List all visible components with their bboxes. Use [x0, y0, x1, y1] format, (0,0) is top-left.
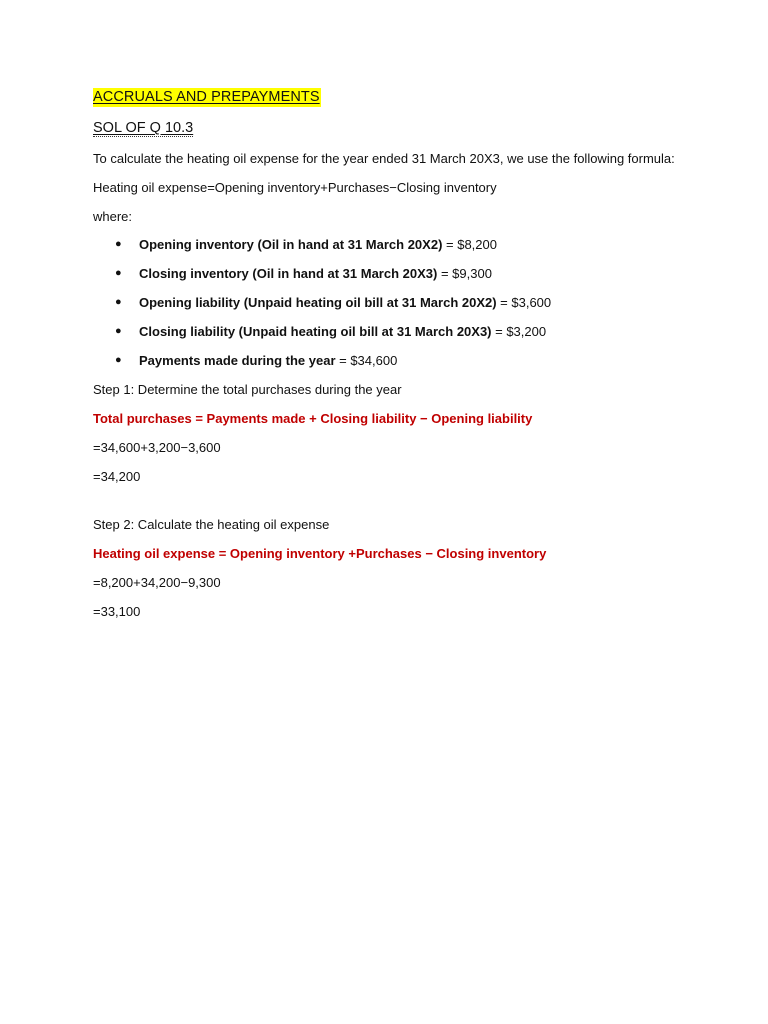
item-label: Opening liability (Unpaid heating oil bill at 31 March 20X2) — [139, 295, 497, 310]
bullet-icon: ● — [115, 325, 122, 337]
step2-title: Step 2: Calculate the heating oil expense — [93, 517, 330, 532]
item-value: = $8,200 — [442, 237, 497, 252]
step1-formula: Total purchases = Payments made + Closing liability − Opening liability — [93, 411, 533, 426]
question-subtitle — [93, 119, 693, 138]
item-value: = $3,600 — [496, 295, 552, 310]
list-item — [93, 235, 693, 254]
item-value: = $3,200 — [491, 324, 547, 339]
where-label: where: — [93, 209, 133, 224]
list-item — [93, 264, 693, 283]
intro-paragraph: To calculate the heating oil expense for the year ended 31 March 20X3, we use the following formula: — [93, 151, 675, 166]
list-item — [93, 293, 693, 312]
step1-result: =34,200 — [93, 469, 141, 484]
bullet-icon: ● — [115, 267, 122, 279]
expense-formula: Heating oil expense=Opening inventory+Purchases−Closing inventory — [93, 180, 497, 195]
spacer — [93, 486, 693, 515]
document-title: ACCRUALS AND PREPAYMENTS — [93, 89, 320, 105]
item-label: Closing liability (Unpaid heating oil bill at 31 March 20X3) — [139, 324, 492, 339]
item-value: = $34,600 — [335, 353, 398, 368]
list-item — [93, 322, 693, 341]
item-value: = $9,300 — [437, 266, 492, 281]
list-item — [93, 351, 693, 370]
step2-result: =33,100 — [93, 604, 141, 619]
given-values-list — [93, 235, 693, 370]
step1-title: Step 1: Determine the total purchases during the year — [93, 382, 402, 397]
step2-calculation: =8,200+34,200−9,300 — [93, 575, 221, 590]
item-label: Closing inventory (Oil in hand at 31 March 20X3) — [139, 266, 438, 281]
bullet-icon: ● — [115, 296, 122, 308]
step2-formula: Heating oil expense = Opening inventory +Purchases − Closing inventory — [93, 546, 547, 561]
item-label: Payments made during the year — [139, 353, 336, 368]
step1-calculation: =34,600+3,200−3,600 — [93, 440, 221, 455]
document-body — [93, 88, 693, 621]
subtitle-text: SOL OF Q 10.3 — [93, 120, 194, 136]
bullet-icon: ● — [115, 354, 122, 366]
item-label: Opening inventory (Oil in hand at 31 March 20X2) — [139, 237, 443, 252]
bullet-icon: ● — [115, 238, 122, 250]
